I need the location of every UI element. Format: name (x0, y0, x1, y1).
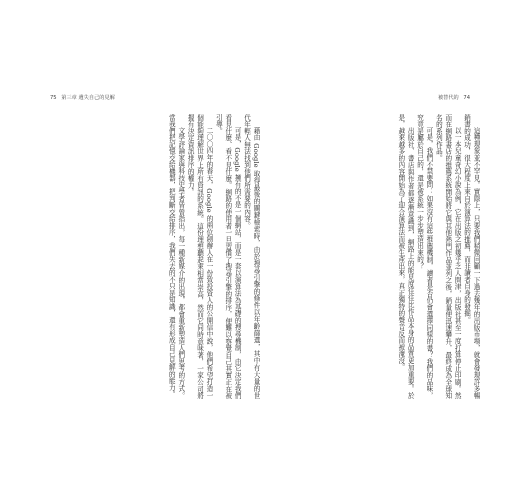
left-paragraph: 可是，Google 擁有的不是一個網站，而是一套以演算法為基礎的搜尋機制，由它決定我們看見什麼、看不見什麼。網路的使用者一旦習慣了搜尋引擎的排序，便難以察覺自己其實正在被引導。 (214, 114, 242, 399)
right-page-number: 74 (463, 95, 470, 101)
left-paragraph: 藉由 Google 取得最後的關鍵檢索時，由於搜尋引擎的條件以年齡篩選，其中有大量的世代年輕人無法找到他們所需要的內容。 (242, 114, 260, 399)
right-page-body (262, 114, 480, 399)
left-page-body (42, 114, 260, 399)
left-paragraph: 二〇〇四年的春天，Google 的兩位創辦人在一份致投資人的公開信中說，他們希望打造一個能夠理解世界上所有資訊的系統。這份理想聽起來相當崇高，然而它同時意味著，一家公司將握有決定資訊排序的權力。 (186, 114, 213, 399)
right-paragraph: 以一本兒童奇幻小說為例，它在出版之初幾乎乏人問津，出版社甚至一度打算停止印刷。然而在網路書店的推薦系統開始將它與其他熱門作品並列之後，銷量便迅速攀升，最終成為全球知名的系列作品。 (434, 114, 462, 399)
left-page (42, 100, 260, 400)
right-paragraph: 這種現象並不罕見。實際上，只要我們稍微回顧一下過去幾年的出版市場，就會發現許多暢銷書的成功，很大程度上來自於演算法的推薦，而非讀者自身的發掘。 (462, 114, 480, 399)
right-paragraph: 可是，我們不禁要問：如果沒有這些推薦機制，讀者是否仍會選擇同樣的書？我們的品味，究竟是屬於自己的，還是被系統一步步塑造出來的？ (415, 114, 433, 399)
right-paragraph: 出版社、書店與作者都逐漸意識到，網路上的能見度往往比作品本身的品質更加重要。於是，越來越多的內容開始為了迎合演算法而被生產出來，真正獨特的聲音反而被淹沒。 (396, 114, 415, 399)
right-running-title: 被替代的 (437, 95, 459, 101)
left-chapter-label: 第三章 (61, 95, 77, 101)
left-running-title: 遺失自己的見解 (78, 95, 115, 101)
right-page (262, 100, 480, 400)
left-page-number: 75 (50, 95, 57, 101)
left-paragraph: 文學評論家與科技史學者皆曾指出，每一種新媒介的出現，都會重新塑造人們思考的方式。當我們把記憶交給機器，把判斷交給排序，我們失去的不只是知識，還有形成自己見解的能力。 (167, 114, 185, 399)
